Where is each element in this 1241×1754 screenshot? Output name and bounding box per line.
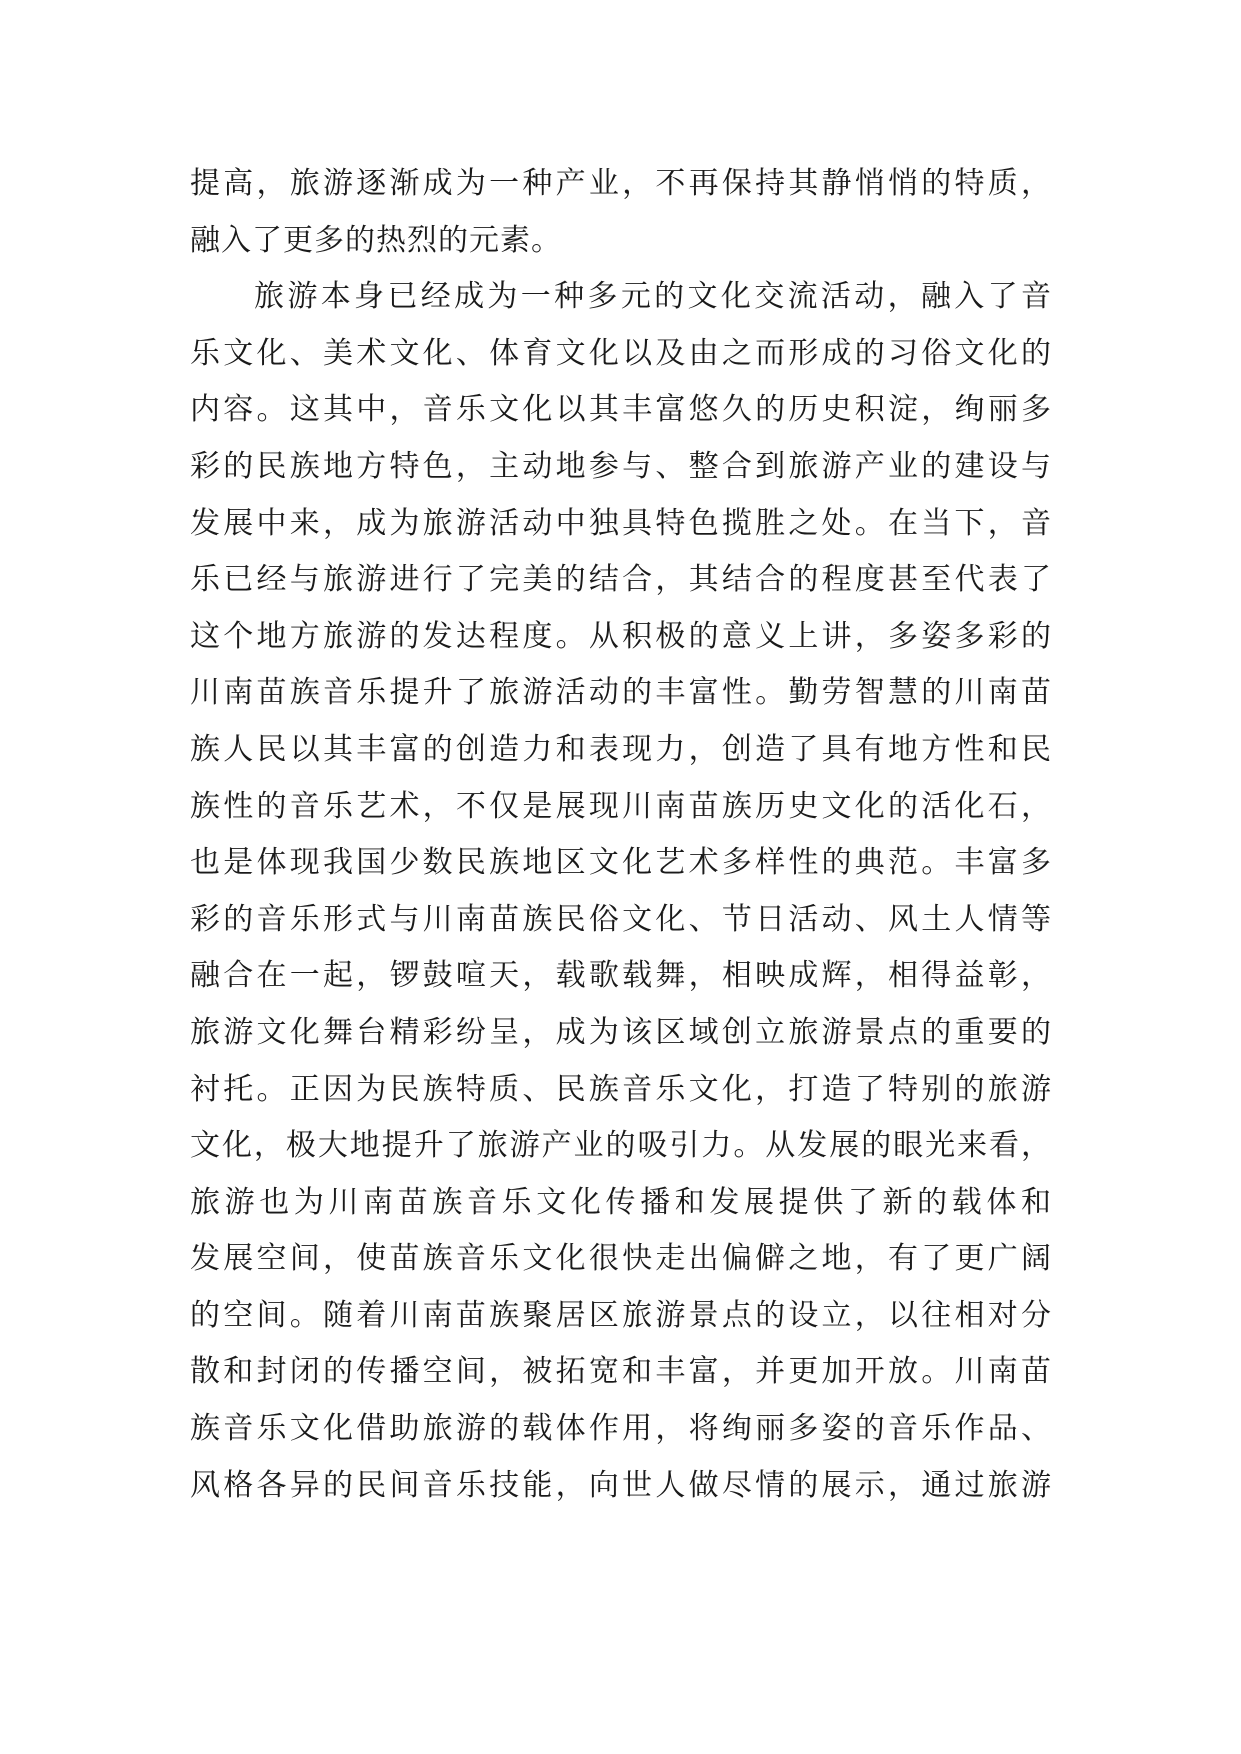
text-line: 彩的音乐形式与川南苗族民俗文化、节日活动、风土人情等 bbox=[190, 901, 1052, 937]
text-line: 内容。这其中，音乐文化以其丰富悠久的历史积淀，绚丽多 bbox=[190, 392, 1052, 428]
text-line: 发展空间，使苗族音乐文化很快走出偏僻之地，有了更广阔 bbox=[190, 1241, 1052, 1277]
text-line: 族音乐文化借助旅游的载体作用，将绚丽多姿的音乐作品、 bbox=[190, 1411, 1052, 1447]
text-line: 也是体现我国少数民族地区文化艺术多样性的典范。丰富多 bbox=[190, 845, 1052, 881]
text-line: 旅游文化舞台精彩纷呈，成为该区域创立旅游景点的重要的 bbox=[190, 1014, 1052, 1050]
text-line: 这个地方旅游的发达程度。从积极的意义上讲，多姿多彩的 bbox=[190, 618, 1052, 654]
text-line: 川南苗族音乐提升了旅游活动的丰富性。勤劳智慧的川南苗 bbox=[190, 675, 1052, 711]
text-line: 融合在一起，锣鼓喧天，载歌载舞，相映成辉，相得益彰， bbox=[190, 958, 1052, 994]
text-line: 的空间。随着川南苗族聚居区旅游景点的设立，以往相对分 bbox=[190, 1297, 1052, 1333]
text-line: 融入了更多的热烈的元素。 bbox=[190, 222, 562, 258]
text-line: 彩的民族地方特色，主动地参与、整合到旅游产业的建设与 bbox=[190, 448, 1052, 484]
text-line: 族性的音乐艺术，不仅是展现川南苗族历史文化的活化石， bbox=[190, 788, 1052, 824]
body-text bbox=[190, 156, 1052, 1514]
text-line: 衬托。正因为民族特质、民族音乐文化，打造了特别的旅游 bbox=[190, 1071, 1052, 1107]
text-line: 乐文化、美术文化、体育文化以及由之而形成的习俗文化的 bbox=[190, 335, 1052, 371]
text-line: 旅游也为川南苗族音乐文化传播和发展提供了新的载体和 bbox=[190, 1184, 1052, 1220]
text-line: 乐已经与旅游进行了完美的结合，其结合的程度甚至代表了 bbox=[190, 562, 1052, 598]
text-line: 发展中来，成为旅游活动中独具特色揽胜之处。在当下，音 bbox=[190, 505, 1052, 541]
text-line: 文化，极大地提升了旅游产业的吸引力。从发展的眼光来看， bbox=[190, 1128, 1052, 1164]
paragraph-first-line: 旅游本身已经成为一种多元的文化交流活动，融入了音 bbox=[254, 279, 1052, 315]
text-line: 散和封闭的传播空间，被拓宽和丰富，并更加开放。川南苗 bbox=[190, 1354, 1052, 1390]
text-line: 风格各异的民间音乐技能，向世人做尽情的展示，通过旅游 bbox=[190, 1467, 1052, 1503]
text-line: 族人民以其丰富的创造力和表现力，创造了具有地方性和民 bbox=[190, 731, 1052, 767]
text-line: 提高，旅游逐渐成为一种产业，不再保持其静悄悄的特质， bbox=[190, 166, 1052, 201]
